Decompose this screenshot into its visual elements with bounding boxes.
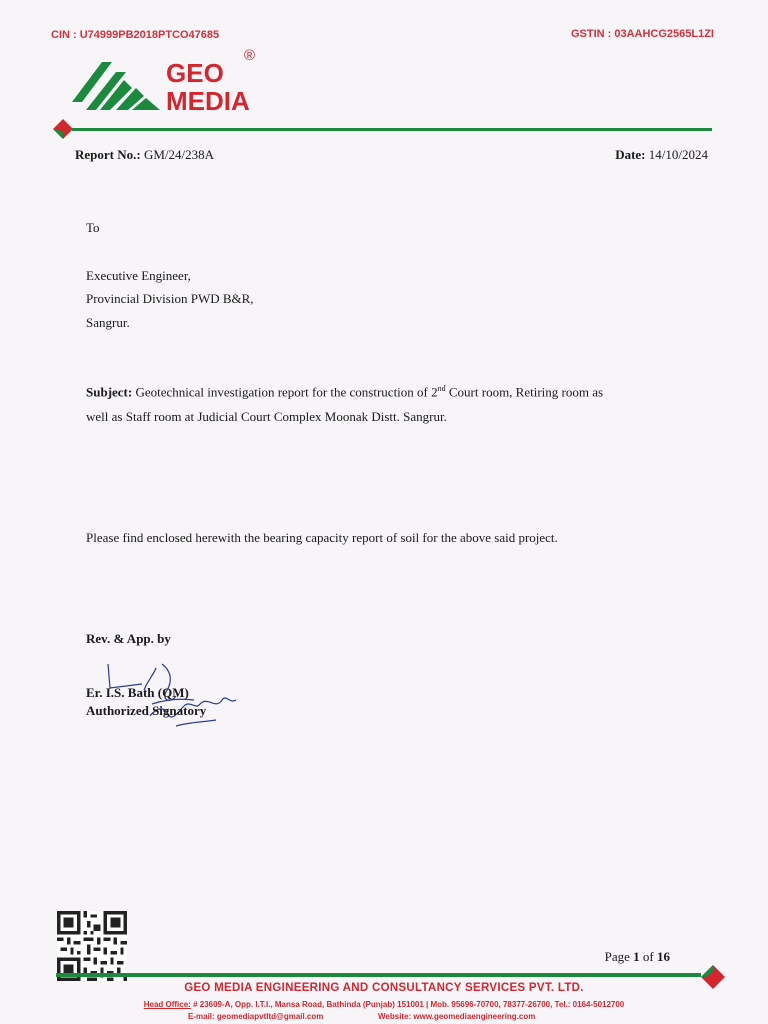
page-number	[605, 950, 670, 963]
subject-line-1	[86, 385, 603, 398]
report-date-value: 14/10/2024	[648, 147, 708, 162]
address-line-2: Provincial Division PWD B&R,	[86, 291, 254, 306]
subject-text-b: Court room, Retiring room as	[448, 384, 604, 400]
subject-label: Subject:	[86, 384, 133, 400]
address-line-1: Executive Engineer,	[86, 268, 191, 283]
report-date-label: Date:	[615, 147, 646, 162]
subject-text-a: Geotechnical investigation report for the construction of 2	[135, 384, 438, 400]
header-divider	[72, 128, 712, 131]
head-office-label: Head Office:	[143, 1000, 191, 1009]
registered-mark: ®	[244, 47, 256, 64]
footer-website: Website: www.geomediaengineering.com	[378, 1012, 536, 1021]
subject-line-2: well as Staff room at Judicial Court Complex Moonak Distt. Sangrur.	[86, 409, 447, 424]
page-of: of	[642, 949, 654, 964]
report-number-label: Report No.:	[75, 147, 141, 162]
diamond-icon	[52, 118, 74, 140]
report-number	[75, 148, 214, 161]
footer-email: E-mail: geomediapvtltd@gmail.com	[188, 1012, 324, 1021]
footer-head-office	[0, 1000, 768, 1009]
to-label: To	[86, 220, 100, 235]
subject-superscript: nd	[437, 384, 446, 393]
address-line-3: Sangrur.	[86, 315, 130, 330]
page-current: 1	[633, 949, 640, 964]
report-number-value: GM/24/238A	[143, 147, 215, 162]
page-total: 16	[657, 949, 670, 964]
footer-company-name: GEO MEDIA ENGINEERING AND CONSULTANCY SERVICES PVT. LTD.	[184, 982, 584, 994]
geo-media-logo-icon	[72, 58, 162, 114]
gstin-number: GSTIN : 03AAHCG2565L1ZI	[570, 28, 714, 40]
signatory-name: Er. I.S. Bath (QM)	[86, 685, 189, 700]
page-prefix: Page	[604, 949, 630, 964]
footer-divider	[56, 973, 701, 977]
cin-number: CIN : U74999PB2018PTCO47685	[51, 29, 220, 41]
logo-text-media: MEDIA	[166, 86, 250, 116]
report-date	[615, 148, 708, 161]
signatory-title: Authorized Signatory	[86, 703, 207, 718]
qr-code-icon	[57, 911, 127, 981]
letter-body: Please find enclosed herewith the bearing capacity report of soil for the above said project.	[86, 530, 558, 545]
head-office-text: # 23609-A, Opp. I.T.I., Mansa Road, Bathinda (Punjab) 151001 | Mob. 95696-70700, 78377-26700, Tel.: 0164-5012700	[193, 1000, 625, 1009]
review-label: Rev. & App. by	[86, 631, 171, 646]
logo-text-geo: GEO	[166, 58, 224, 88]
